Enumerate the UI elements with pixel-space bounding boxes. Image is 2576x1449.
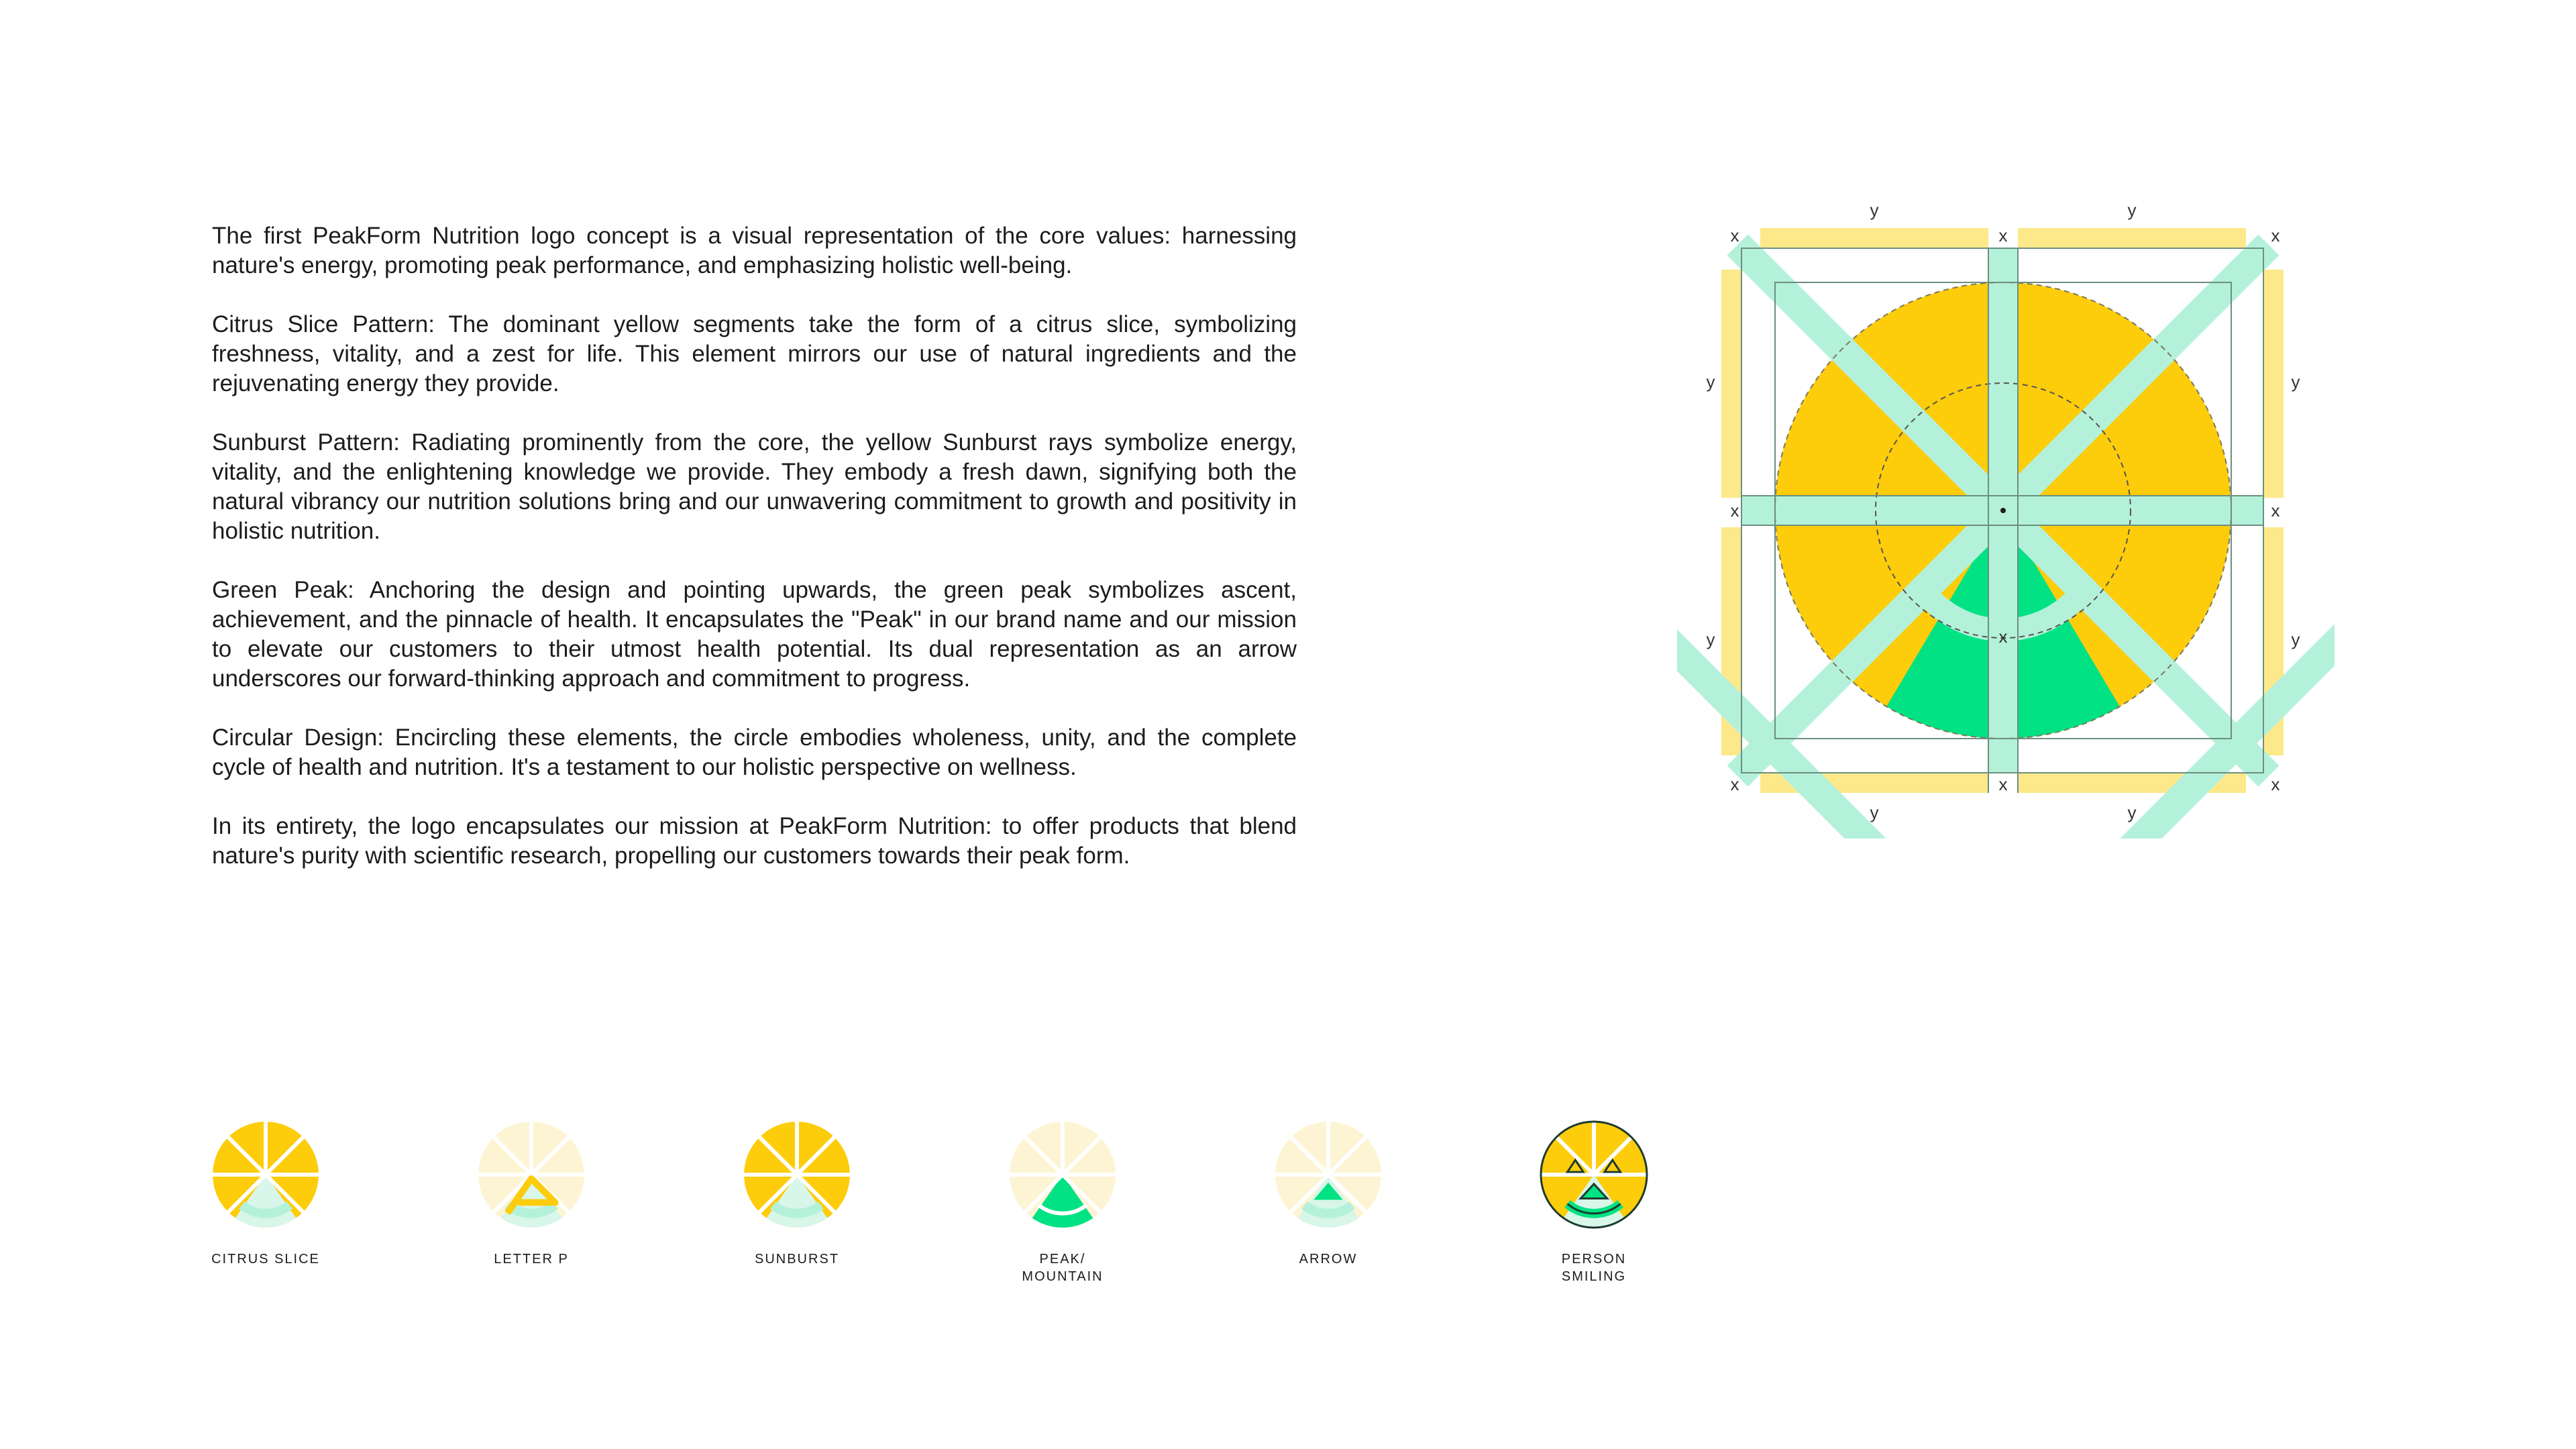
svg-text:x: x <box>1998 627 2008 647</box>
arrow-icon <box>1274 1120 1383 1229</box>
logo-construction-grid <box>1677 181 2334 839</box>
svg-text:x: x <box>1730 774 1739 794</box>
svg-text:y: y <box>2291 629 2300 649</box>
svg-text:y: y <box>2127 802 2137 822</box>
paragraph-intro: The first PeakForm Nutrition logo concept is a visual representation of the core values: harnessing nature's energy, promoting peak performance, and emphasizing holistic well-being. <box>212 223 1297 278</box>
svg-text:y: y <box>2291 372 2300 392</box>
svg-text:x: x <box>1730 225 1739 246</box>
paragraph-green-peak: Green Peak: Anchoring the design and pointing upwards, the green peak symbolizes ascent, achievement, and the pinnacle of health. It encapsulates the "Peak" in our brand name and our mission to elevate our customers to their utmost health potential. Its dual representation as an arrow underscores our forward-thinking approach and commitment to progress. <box>212 577 1297 692</box>
svg-text:y: y <box>1706 372 1715 392</box>
paragraph-circular-design: Circular Design: Encircling these elements, the circle embodies wholeness, unity, and the complete cycle of health and nutrition. It's a testament to our holistic perspective on wellness. <box>212 724 1297 780</box>
variant-label: CITRUS SLICE <box>211 1252 320 1267</box>
variant-label: PEAK/ MOUNTAIN <box>1022 1252 1104 1284</box>
svg-text:y: y <box>1870 802 1879 822</box>
svg-text:x: x <box>2271 500 2280 521</box>
variant-citrus-slice <box>158 1120 373 1268</box>
person-smiling-icon <box>1540 1120 1648 1229</box>
citrus-slice-icon <box>211 1120 320 1229</box>
variant-label: LETTER P <box>494 1252 569 1267</box>
svg-text:x: x <box>2271 225 2280 246</box>
variant-arrow <box>1221 1120 1436 1268</box>
svg-text:y: y <box>1870 200 1879 220</box>
variant-label: ARROW <box>1299 1252 1358 1267</box>
svg-text:x: x <box>1998 225 2008 246</box>
variant-label: PERSON SMILING <box>1561 1252 1627 1284</box>
variant-person-smiling <box>1487 1120 1701 1285</box>
svg-text:x: x <box>2271 774 2280 794</box>
paragraph-summary: In its entirety, the logo encapsulates our mission at PeakForm Nutrition: to offer products that blend nature's purity with scientific research, propelling our customers towards their peak form. <box>212 813 1297 869</box>
center-dot <box>2000 508 2006 513</box>
svg-text:x: x <box>1998 774 2008 794</box>
variant-letter-p <box>424 1120 639 1268</box>
svg-text:y: y <box>2127 200 2137 220</box>
paragraph-sunburst: Sunburst Pattern: Radiating prominently from the core, the yellow Sunburst rays symbolize energy, vitality, and the enlightening knowledge we provide. They embody a fresh dawn, signifying both the natural vibrancy our nutrition solutions bring and our unwavering commitment to growth and positivity in holistic nutrition. <box>212 429 1297 544</box>
concept-description <box>212 221 1297 871</box>
variant-peak-mountain <box>955 1120 1170 1285</box>
svg-text:y: y <box>1706 629 1715 649</box>
sunburst-icon <box>743 1120 851 1229</box>
svg-text:x: x <box>1730 500 1739 521</box>
variant-sunburst <box>690 1120 904 1268</box>
paragraph-citrus-slice: Citrus Slice Pattern: The dominant yellow segments take the form of a citrus slice, symbolizing freshness, vitality, and a zest for life. This element mirrors our use of natural ingredients and the rejuvenating energy they provide. <box>212 311 1297 396</box>
variant-label: SUNBURST <box>754 1252 839 1267</box>
letter-p-icon <box>477 1120 586 1229</box>
peak-mountain-icon <box>1008 1120 1117 1229</box>
